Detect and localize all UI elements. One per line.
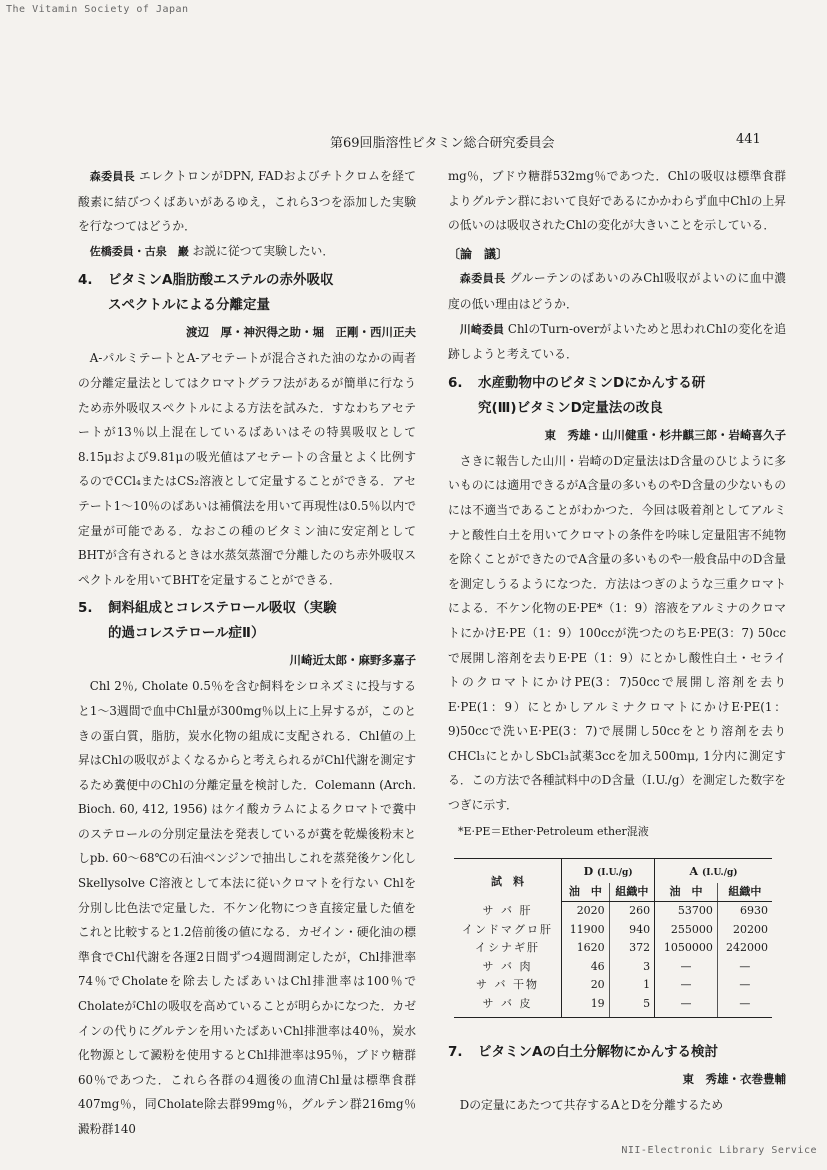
subheader-oil: 油 中 — [562, 883, 610, 902]
page-number: 441 — [736, 132, 761, 147]
cell-d-oil: 1620 — [562, 939, 610, 958]
subheader-oil: 油 中 — [655, 883, 718, 902]
section-authors: 東 秀雄・衣巻豊輔 — [682, 1072, 786, 1087]
cell-a-tissue: — — [717, 958, 772, 977]
section-number: 6. — [448, 374, 463, 391]
cell-a-tissue: — — [717, 976, 772, 995]
subheader-tissue: 組織中 — [609, 883, 654, 902]
section-number: 4. — [78, 272, 93, 289]
cell-d-tissue: 260 — [609, 902, 654, 921]
cell-d-oil: 46 — [562, 958, 610, 977]
section-authors: 東 秀雄・山川健重・杉井麒三郎・岩崎喜久子 — [544, 427, 786, 442]
table-row — [454, 902, 772, 921]
cell-a-tissue: — — [717, 995, 772, 1018]
speaker-name: 川崎委員 — [459, 322, 505, 336]
header-label: A — [689, 865, 699, 879]
row-name: サ バ 肉 — [482, 959, 533, 973]
remark-text: エレクトロンがDPN, FADおよびチトクロムを経て酸素に結びつくばあいがあるゆえ，これら3つを添加した実験を行なつてはどうか． — [78, 169, 417, 234]
cell-d-tissue: 372 — [609, 939, 654, 958]
cell-a-oil: 53700 — [655, 902, 718, 921]
row-name: イシナギ肝 — [475, 941, 541, 955]
header-label: D — [583, 865, 594, 879]
cell-a-oil: — — [655, 995, 718, 1018]
running-title: 第69回脂溶性ビタミン総合研究委員会 — [330, 136, 555, 151]
continued-text: mg％，ブドウ糖群532mg％であつた．Chlの吸収は標準食群よりグルテン群において良好であるにかかわらず血中Chlの上昇の低いのは吸収されたChlの変化が大きいことを示している． — [448, 169, 786, 233]
unit-label: (I.U./g) — [597, 868, 633, 879]
table-row — [454, 939, 772, 958]
row-name: サ バ 肝 — [482, 904, 533, 917]
speaker-name: 佐橋委員・古泉 巖 — [89, 244, 189, 258]
remark-text: ChlのTurn-overがよいためと思われChlの変化を追跡しようと考えている． — [448, 321, 787, 362]
table-header-sample: 試 料 — [454, 859, 562, 902]
discussion-remark — [78, 164, 416, 239]
cell-a-oil: 1050000 — [655, 939, 718, 958]
remark-text: お説に従つて実験したい． — [192, 243, 335, 258]
left-column — [78, 164, 416, 1142]
discussion-remark — [78, 239, 416, 265]
abbreviation-note: *E·PE＝Ether·Petroleum ether混液 — [458, 824, 649, 838]
section-body: Chl 2％, Cholate 0.5％を含む飼料をシロネズミに投与すると1〜3週間で血中Chl量が300mg％以上に上昇するが，このときの蛋白質，脂肪，炭水化物の組成に支配される．Chl値の上昇はChlの吸収がよくなるからと考えられるがChl代謝を測定するため糞便中のChlの分離定量を検討した．Colemann (Arch. Bioch. 60, 412, 1956) はケイ酸カラムによるクロマトで糞中のステロールの分別定量法を発表しているが糞を乾燥後粉末としpb. 60〜68℃の石油ベンジンで抽出しこれを蒸発後ケン化しSkellysolve C溶液として本法に従いクロマトを行ない Chlを分別し比色法で定量した．不ケン化物につき直接定量した値をこれと比較すると1.2倍前後の値になる．カゼイン・硬化油の標準食でChl代謝を各運2日間ずつ4週間測定したが，Chl排泄率74％でCholateを除去したばあいはChl排泄率は100％でCholateがChlの吸収を高めていることが明らかになつた．カゼインの代りにグルテンを用いたばあいChl排泄率は40％，炭水化物源として澱粉を使用するとChl排泄率は95％，ブドウ糖群60％であつた．これら各群の4週後の血清Chl量は標準食群407mg％，同Cholate除去群99mg％，グルテン群216mg％澱粉群140 — [78, 679, 416, 1136]
subheader-tissue: 組織中 — [717, 883, 772, 902]
discussion-remark — [448, 317, 786, 367]
cell-a-tissue: 242000 — [717, 939, 772, 958]
row-name: サ バ 干物 — [476, 978, 540, 992]
section-heading-6 — [448, 371, 786, 421]
section-heading-4 — [78, 268, 416, 318]
cell-a-oil: — — [655, 958, 718, 977]
table-header-a — [655, 859, 772, 883]
section-body: A-パルミテートとA-アセテートが混合された油のなかの両者の分離定量法としてはクロマトグラフ法があるが簡単に行なうため赤外吸収スペクトルによる方法を試みた．すなわちアセテートが13％以上混在しているばあいはその特異吸収として8.15μおよび9.81μの吸光値はアセテートの含量とよく比例するのでCCl₄またはCS₂溶液として定量することができる．アセテート1〜10％のばあいは補償法を用いて再現性は0.5％以内で定量が可能である．なおこの種のビタミン油に安定剤としてBHTが含有されるときは水蒸気蒸溜で分離したのち赤外吸収スペクトルを用いてBHTを定量することができる． — [78, 351, 416, 587]
watermark-bottom: NII-Electronic Library Service — [621, 1145, 817, 1156]
cell-d-tissue: 940 — [609, 921, 654, 940]
section-title-line: 究(Ⅲ)ビタミンD定量法の改良 — [478, 399, 663, 416]
cell-a-oil: — — [655, 976, 718, 995]
section-body: Dの定量にあたつて共存するAとDを分離するため — [459, 1098, 724, 1113]
section-title-line: 的過コレステロール症Ⅱ） — [108, 625, 265, 642]
section-heading-5 — [78, 596, 416, 646]
section-body: さきに報告した山川・岩崎のD定量法はD含量のひじように多いものには適用できるがA含量の多いものやD含量の少ないものには不適当であることがわかつた．今回は吸着剤としてアルミナと酸性白土を用いてクロマトの条件を吟味し定量阻害不純物を除くことができたのでA含量の多いものや一般食品中のD含量を測定しうるようになつた．方法はつぎのような三重クロマトによる．不ケン化物のE·PE*（1：9）溶液をアルミナのクロマトにかけE·PE（1：9）100ccが洗つたのちE·PE(3：7) 50ccで展開し溶剤を去りE·PE（1：9）にとかし酸性白土・セライトのクロマトにかけPE(3：7)50ccで展開し溶剤を去りE·PE(1：9）にとかしアルミナクロマトにかけE·PE(1：9)50ccで洗いE·PE(3：7)で展開し50ccをとり溶剤を去りCHCl₃にとかしSbCl₃試薬3ccを加え500mμ, 1分内に測定する．この方法で各種試料中のD含量（I.U./g）を測定した数字をつぎに示す． — [448, 453, 786, 813]
section-title-line: ビタミンA脂肪酸エステルの赤外吸収 — [108, 272, 334, 289]
section-title-line: スペクトルによる分離定量 — [108, 297, 270, 314]
discussion-remark — [448, 266, 786, 316]
cell-d-tissue: 3 — [609, 958, 654, 977]
watermark-top: The Vitamin Society of Japan — [6, 4, 189, 15]
cell-d-tissue: 1 — [609, 976, 654, 995]
cell-d-tissue: 5 — [609, 995, 654, 1018]
table-row — [454, 976, 772, 995]
section-number: 7. — [448, 1044, 463, 1061]
cell-a-tissue: 6930 — [717, 902, 772, 921]
table-row — [454, 958, 772, 977]
table-row — [454, 995, 772, 1018]
table-row — [454, 921, 772, 940]
cell-d-oil: 20 — [562, 976, 610, 995]
unit-label: (I.U./g) — [701, 868, 738, 879]
section-authors: 川崎近太郎・麻野多嘉子 — [289, 653, 416, 668]
row-name: サ バ 皮 — [454, 995, 562, 1018]
section-title-line: ビタミンAの白土分解物にかんする検討 — [478, 1044, 718, 1061]
row-name: インドマグロ肝 — [462, 922, 554, 936]
right-column — [448, 164, 786, 1118]
speaker-name: 森委員長 — [89, 170, 135, 183]
section-title-line: 飼料組成とコレステロール吸収（実験 — [108, 600, 337, 617]
section-authors: 渡辺 厚・神沢得之助・堀 正剛・西川正夫 — [186, 325, 416, 340]
section-heading-7 — [448, 1040, 786, 1065]
discussion-heading: 〔論 議〕 — [448, 246, 509, 261]
cell-a-tissue: 20200 — [717, 921, 772, 940]
speaker-name: 森委員長 — [459, 272, 506, 286]
section-number: 5. — [78, 600, 93, 617]
cell-a-oil: 255000 — [655, 921, 718, 940]
cell-d-oil: 2020 — [562, 902, 610, 921]
section-title-line: 水産動物中のビタミンDにかんする研 — [478, 374, 706, 391]
vitamin-content-table — [454, 858, 772, 1018]
cell-d-oil: 11900 — [562, 921, 610, 940]
remark-text: グルーテンのばあいのみChl吸収がよいのに血中濃度の低い理由はどうか． — [448, 271, 786, 311]
table-header-d — [562, 859, 655, 883]
cell-d-oil: 19 — [562, 995, 610, 1018]
